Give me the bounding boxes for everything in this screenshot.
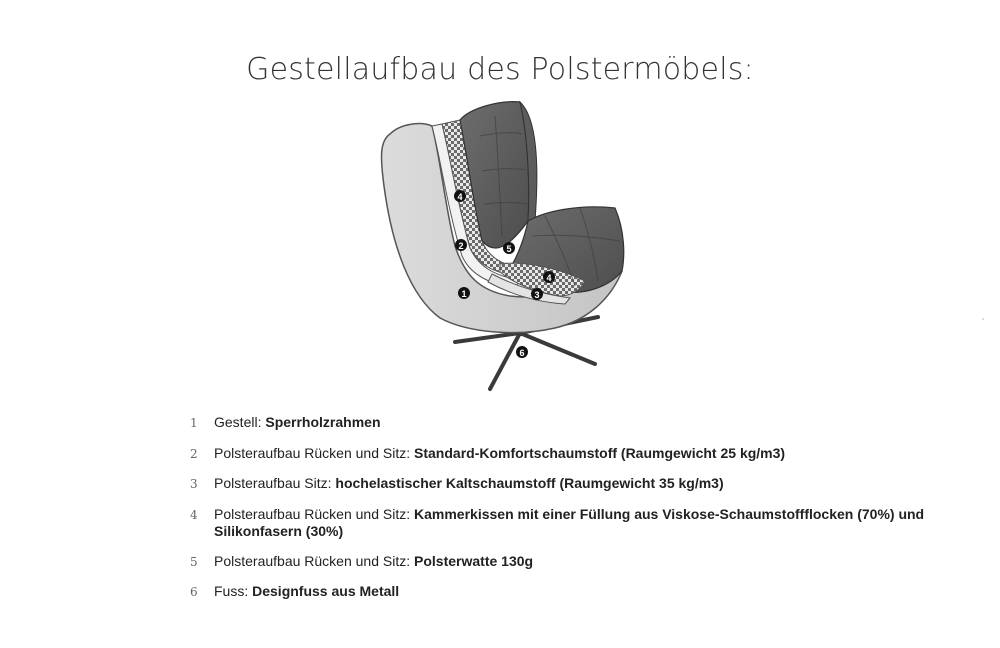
legend-text: Polsteraufbau Rücken und Sitz: Polsterwatte 130g (214, 553, 534, 569)
svg-text:3: 3 (534, 290, 540, 300)
stray-dot (982, 318, 984, 320)
marker-3 (531, 288, 543, 300)
legend-number: 5 (190, 555, 198, 569)
marker-1 (458, 287, 470, 299)
legend-text: Polsteraufbau Rücken und Sitz: Kammerkissen mit einer Füllung aus Viskose-Schaumstoffflocken (70%) und Silikonfasern (30%) (214, 506, 925, 539)
chair-cutaway-diagram (370, 96, 640, 396)
legend-number: 3 (190, 477, 198, 491)
legend-number: 2 (190, 447, 198, 461)
marker-6 (516, 346, 528, 358)
component-legend (190, 414, 930, 599)
legend-text: Polsteraufbau Sitz: hochelastischer Kaltschaumstoff (Raumgewicht 35 kg/m3) (214, 475, 724, 491)
svg-text:1: 1 (461, 289, 467, 299)
marker-4-seat (543, 271, 555, 283)
legend-item (190, 414, 930, 432)
legend-item (190, 553, 930, 571)
legend-number: 4 (190, 508, 198, 522)
legend-item (190, 475, 930, 493)
marker-2 (455, 239, 467, 251)
legend-number: 1 (190, 416, 198, 430)
svg-text:6: 6 (519, 348, 525, 358)
legend-text: Fuss: Designfuss aus Metall (214, 583, 400, 599)
marker-5 (503, 242, 515, 254)
legend-item (190, 445, 930, 463)
legend-item (190, 506, 930, 540)
legend-text: Polsteraufbau Rücken und Sitz: Standard-Komfortschaumstoff (Raumgewicht 25 kg/m3) (214, 445, 786, 461)
svg-text:4: 4 (546, 273, 552, 283)
legend-item (190, 583, 930, 601)
legend-number: 6 (190, 585, 198, 599)
svg-text:4: 4 (457, 192, 463, 202)
page-title: Gestellaufbau des Polstermöbels: (246, 52, 754, 87)
svg-text:5: 5 (506, 244, 512, 254)
marker-4-back (454, 190, 466, 202)
svg-text:2: 2 (458, 241, 464, 251)
legend-text: Gestell: Sperrholzrahmen (214, 414, 381, 430)
